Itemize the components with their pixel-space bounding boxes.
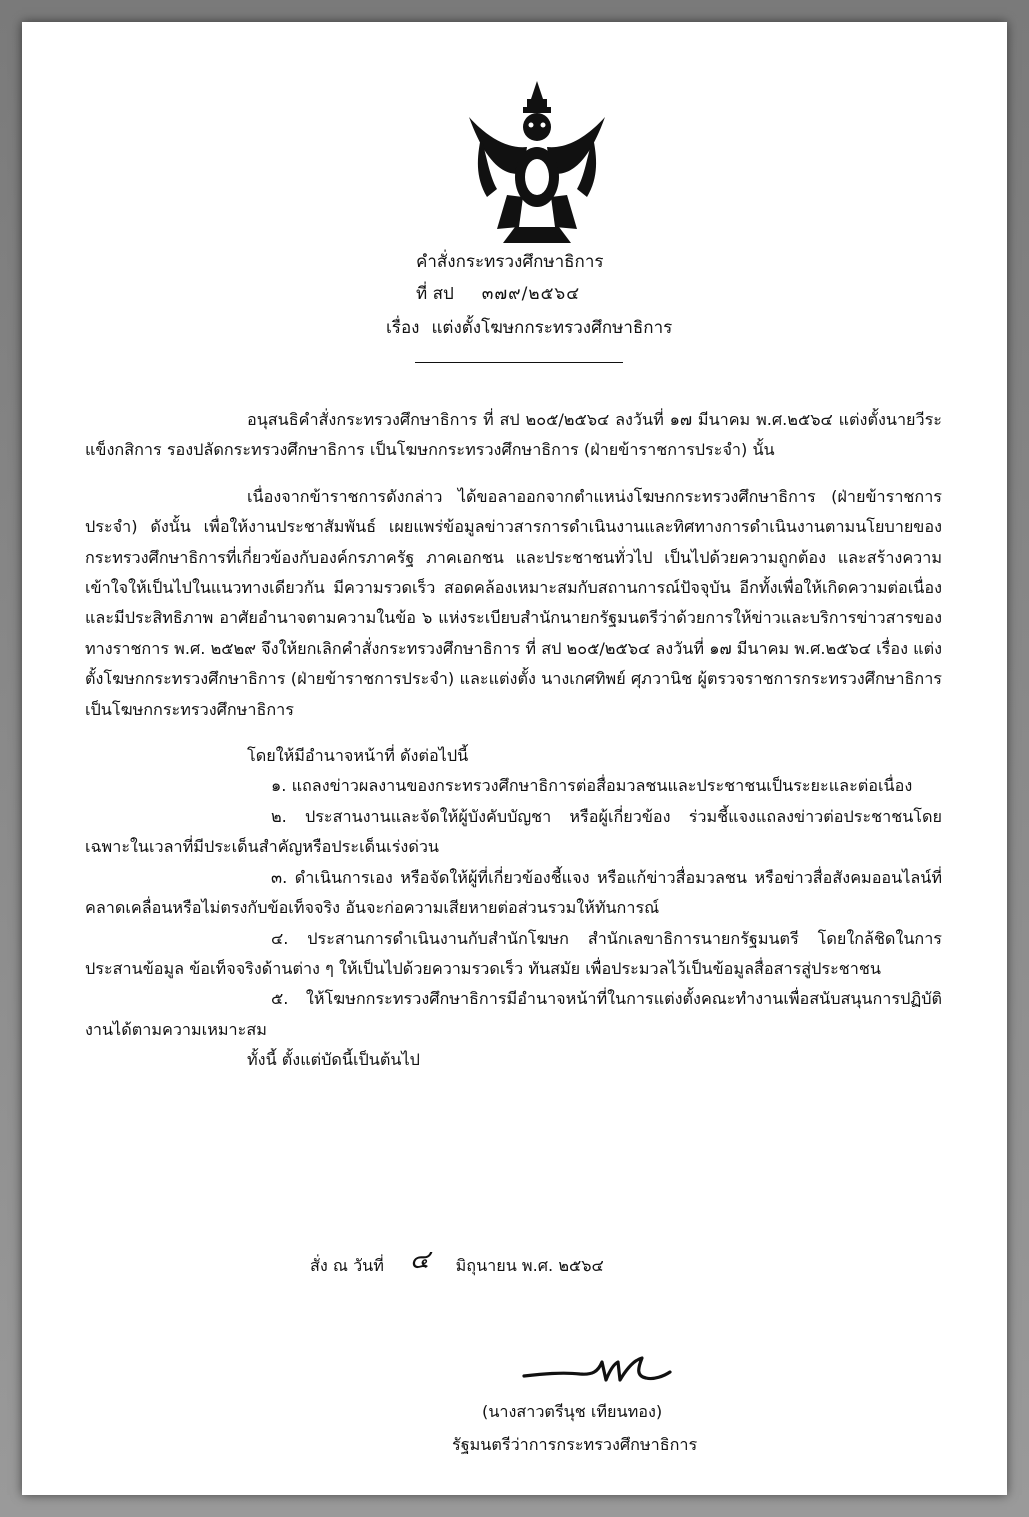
duty-item-1: ๑. แถลงข่าวผลงานของกระทรวงศึกษาธิการต่อสื่อมวลชนและประชาชนเป็นระยะและต่อเนื่อง (271, 776, 913, 796)
signatory-name: (นางสาวตรีนุช เทียนทอง) (482, 1402, 663, 1421)
paragraph-reference: อนุสนธิคำสั่งกระทรวงศึกษาธิการ ที่ สป ๒๐๕/๒๕๖๔ ลงวันที่ ๑๗ มีนาคม พ.ศ.๒๕๖๔ แต่งตั้งนายวีระ แข็งกสิการ รองปลัดกระทรวงศึกษาธิการ เป็นโฆษกกระทรวงศึกษาธิการ (ฝ่ายข้าราชการประจำ) นั้น (85, 410, 942, 460)
order-date (310, 1242, 604, 1283)
order-date-prefix: สั่ง ณ วันที่ (310, 1256, 384, 1275)
garuda-emblem-icon (467, 77, 607, 247)
header-divider (415, 362, 623, 363)
duty-item-3: ๓. ดำเนินการเอง หรือจัดให้ผู้ที่เกี่ยวข้องชี้แจง หรือแก้ข่าวสื่อมวลชน หรือข่าวสื่อสังคมออนไลน์ที่คลาดเคลื่อนหรือไม่ตรงกับข้อเท็จจริง อันจะก่อความเสียหายต่อส่วนรวมให้ทันการณ์ (85, 867, 942, 918)
order-number-value: ๓๗๙/๒๕๖๔ (481, 284, 581, 304)
duty-item-5: ๕. ให้โฆษกกระทรวงศึกษาธิการมีอำนาจหน้าที่ในการแต่งตั้งคณะทำงานเพื่อสนับสนุนการปฏิบัติงานได้ตามความเหมาะสม (85, 989, 942, 1039)
order-date-day: ๔ (409, 1245, 430, 1275)
duty-item-2: ๒. ประสานงานและจัดให้ผู้บังคับบัญชา หรือผู้เกี่ยวข้อง ร่วมชี้แจงแถลงข่าวต่อประชาชนโดยเฉพาะในเวลาที่มีประเด็นสำคัญหรือประเด็นเร่งด่วน (85, 806, 942, 857)
duty-item-4: ๔. ประสานการดำเนินงานกับสำนักโฆษก สำนักเลขาธิการนายกรัฐมนตรี โดยใกล้ชิดในการประสานข้อมูล ข้อเท็จจริงด้านต่าง ๆ ให้เป็นไปด้วยความรวดเร็ว ทันสมัย เพื่อประมวลไว้เป็นข้อมูลสื่อสารสู่ประชาชน (85, 928, 942, 978)
order-body (85, 405, 942, 1076)
signatory-position: รัฐมนตรีว่าการกระทรวงศึกษาธิการ (452, 1435, 698, 1454)
duties-intro: โดยให้มีอำนาจหน้าที่ ดังต่อไปนี้ (247, 746, 469, 766)
document-page (22, 22, 1007, 1495)
subject-text: แต่งตั้งโฆษกกระทรวงศึกษาธิการ (431, 318, 673, 338)
subject-label: เรื่อง (386, 318, 420, 338)
order-date-month-year: มิถุนายน พ.ศ. ๒๕๖๔ (455, 1256, 604, 1275)
order-title: คำสั่งกระทรวงศึกษาธิการ (416, 252, 604, 272)
handwritten-signature (522, 1350, 672, 1390)
order-subject (386, 314, 672, 341)
order-number-label: ที่ สป (416, 284, 454, 304)
order-number (416, 280, 580, 307)
effective-clause: ทั้งนี้ ตั้งแต่บัดนี้เป็นต้นไป (247, 1050, 420, 1070)
paragraph-rationale: เนื่องจากข้าราชการดังกล่าว ได้ขอลาออกจากตำแหน่งโฆษกกระทรวงศึกษาธิการ (ฝ่ายข้าราชการประจำ) ดังนั้น เพื่อให้งานประชาสัมพันธ์ เผยแพร่ข้อมูลข่าวสารการดำเนินงานและทิศทางการดำเนินงานตามนโยบายของกระทรวงศึกษาธิการที่เกี่ยวข้องกับองค์กรภาครัฐ ภาคเอกชน และประชาชนทั่วไป เป็นไปด้วยความถูกต้อง และสร้างความเข้าใจให้เป็นไปในแนวทางเดียวกัน มีความรวดเร็ว สอดคล้องเหมาะสมกับสถานการณ์ปัจจุบัน อีกทั้งเพื่อให้เกิดความต่อเนื่องและมีประสิทธิภาพ อาศัยอำนาจตามความในข้อ ๖ แห่งระเบียบสำนักนายกรัฐมนตรีว่าด้วยการให้ข่าวและบริการข่าวสารของทางราชการ พ.ศ. ๒๕๒๙ จึงให้ยกเลิกคำสั่งกระทรวงศึกษาธิการ ที่ สป ๒๐๕/๒๕๖๔ ลงวันที่ ๑๗ มีนาคม พ.ศ.๒๕๖๔ เรื่อง แต่งตั้งโฆษกกระทรวงศึกษาธิการ (ฝ่ายข้าราชการประจำ) และแต่งตั้ง นางเกศทิพย์ ศุภวานิช ผู้ตรวจราชการกระทรวงศึกษาธิการ เป็นโฆษกกระทรวงศึกษาธิการ (85, 486, 942, 719)
